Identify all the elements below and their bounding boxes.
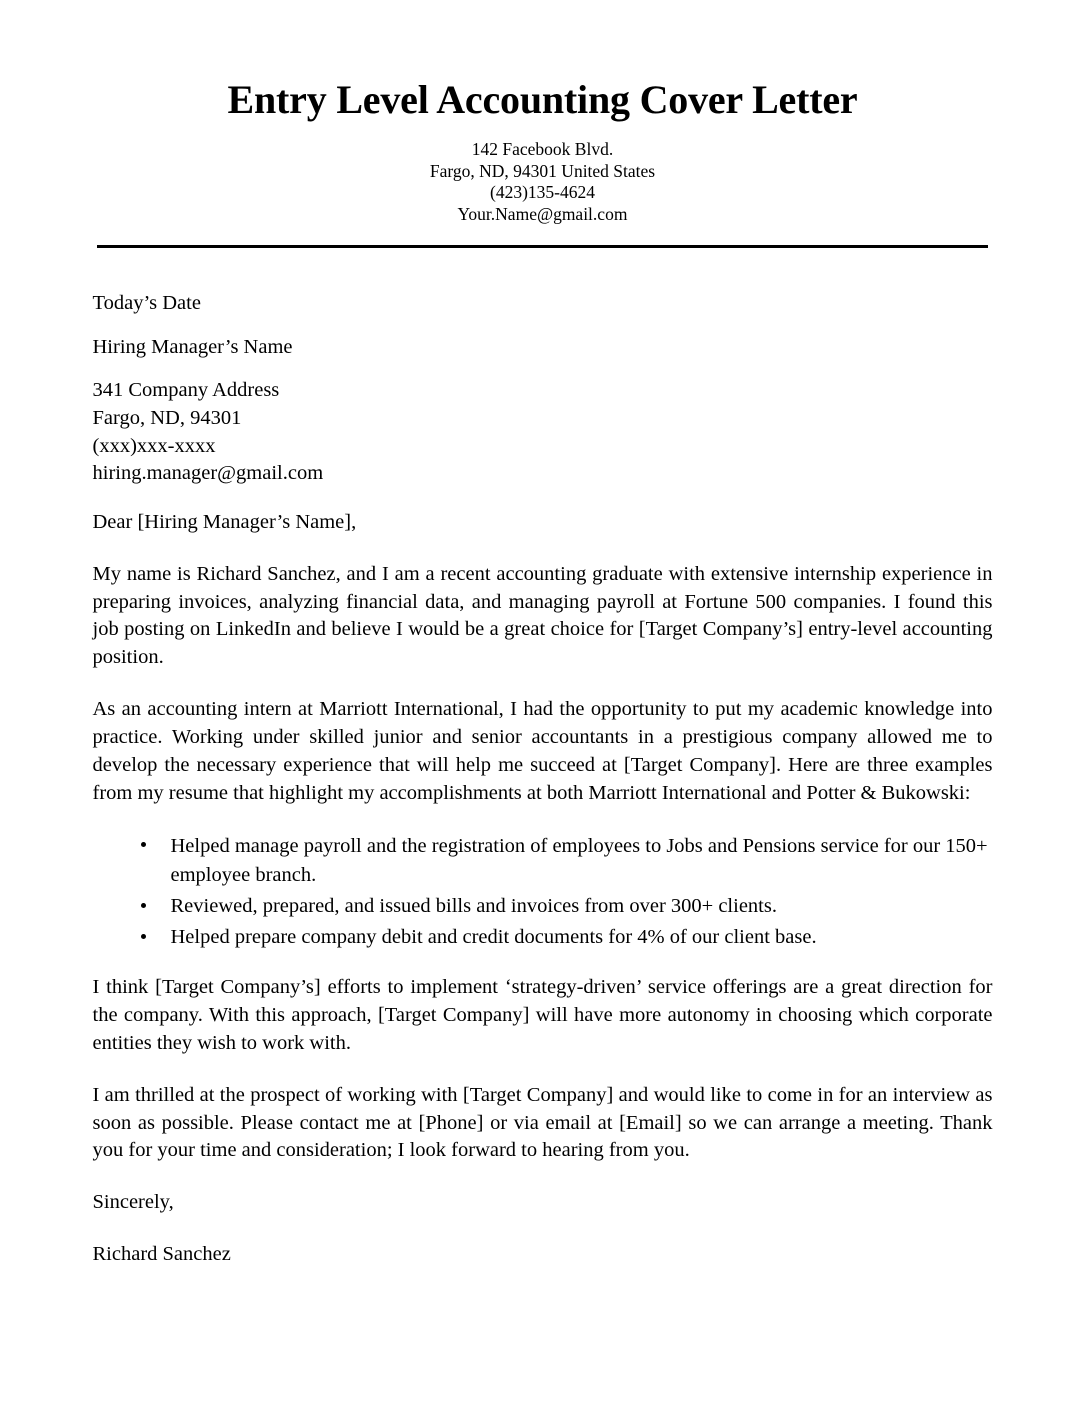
list-item-text: Helped prepare company debit and credit documents for 4% of our client base.	[170, 925, 817, 948]
bullet-point-icon	[141, 934, 146, 939]
list-item-text: Reviewed, prepared, and issued bills and invoices from over 300+ clients.	[170, 894, 777, 917]
letterhead	[0, 0, 1085, 248]
list-item-text: Helped manage payroll and the registration of employees to Jobs and Pensions service for our 150+ employee branch.	[170, 834, 988, 886]
recipient-email: hiring.manager@gmail.com	[92, 462, 324, 485]
sender-city-state-zip-country: Fargo, ND, 94301 United States	[429, 160, 656, 181]
sender-street: 142 Facebook Blvd.	[471, 139, 614, 160]
recipient-phone: (xxx)xxx-xxxx	[92, 434, 216, 457]
list-item	[141, 892, 993, 921]
list-item	[141, 923, 993, 952]
bullet-point-icon	[141, 842, 146, 847]
body-paragraph-1: My name is Richard Sanchez, and I am a recent accounting graduate with extensive internship experience in preparing invoices, analyzing financial data, and managing payroll at Fortune 500 companies. I found this job posting on LinkedIn and believe I would be a great choice for [Target Company’s] entry-level accounting position.	[92, 562, 993, 669]
salutation: Dear [Hiring Manager’s Name],	[92, 511, 357, 534]
signature-name: Richard Sanchez	[92, 1242, 231, 1265]
recipient-street: 341 Company Address	[92, 379, 280, 402]
sender-email: Your.Name@gmail.com	[457, 203, 628, 224]
accomplishments-list	[93, 832, 993, 952]
sender-contact-block	[0, 139, 1085, 225]
body-paragraph-2: As an accounting intern at Marriott International, I had the opportunity to put my academic knowledge into practice. Working under skilled junior and senior accountants in a prestigious company allowed me to develop the necessary experience that will help me succeed at [Target Company]. Here are three examples from my resume that highlight my accomplishments at both Marriott International and Potter & Bukowski:	[92, 698, 993, 804]
date-line: Today’s Date	[92, 292, 201, 315]
page-title: Entry Level Accounting Cover Letter	[227, 77, 858, 122]
recipient-address-block	[93, 377, 993, 488]
bullet-point-icon	[141, 903, 146, 908]
body-paragraph-4: I am thrilled at the prospect of working with [Target Company] and would like to come in for an interview as soon as possible. Please contact me at [Phone] or via email at [Email] so we can arrange a meeting. Thank you for your time and consideration; I look forward to hearing from you.	[92, 1083, 993, 1162]
sender-phone: (423)135-4624	[490, 182, 595, 203]
list-item	[141, 832, 993, 890]
recipient-city-state-zip: Fargo, ND, 94301	[92, 407, 242, 430]
body-paragraph-3: I think [Target Company’s] efforts to implement ‘strategy-driven’ service offerings are a great direction for the company. With this approach, [Target Company] will have more autonomy in choosing which corporate entities they wish to work with.	[92, 976, 993, 1054]
closing-salutation: Sincerely,	[92, 1191, 174, 1214]
letter-body	[93, 248, 993, 1268]
recipient-name-line: Hiring Manager’s Name	[92, 335, 293, 358]
